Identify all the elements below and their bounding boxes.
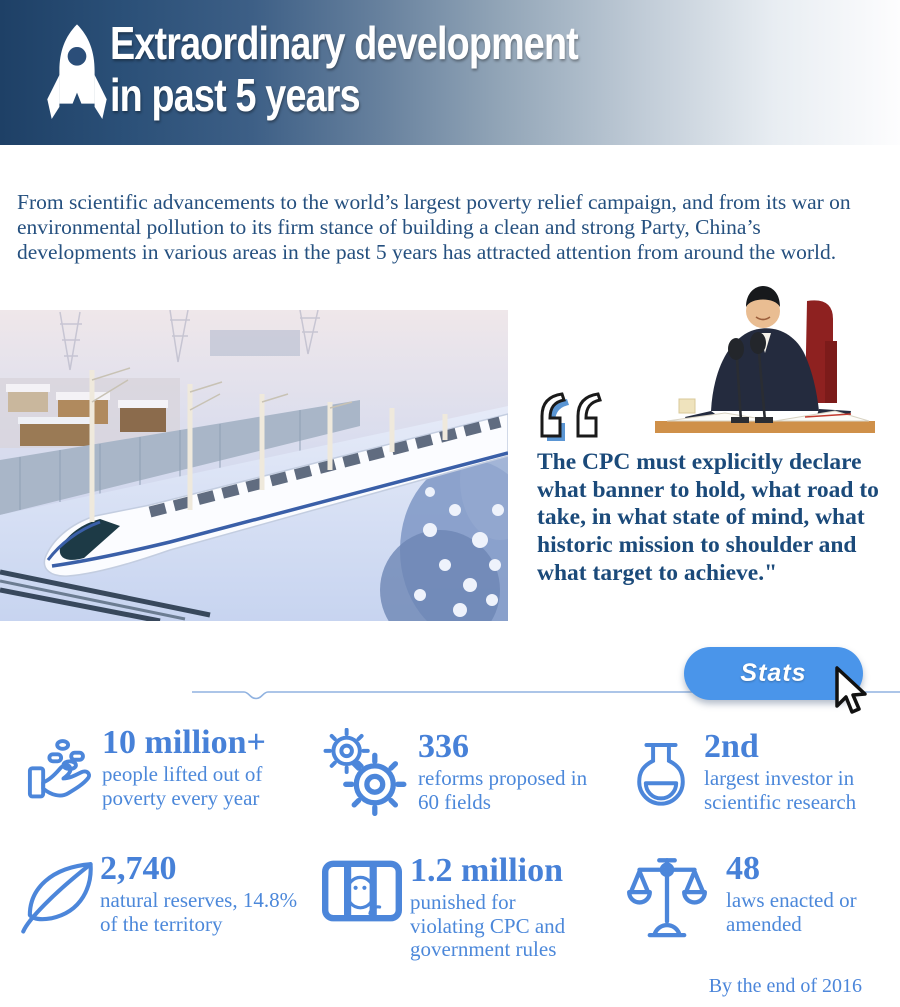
prisoner-icon bbox=[322, 860, 402, 927]
stats-button-label: Stats bbox=[740, 659, 807, 687]
gears-icon bbox=[322, 728, 410, 821]
stat-reserves bbox=[20, 852, 320, 962]
stat-poverty bbox=[24, 726, 324, 821]
stat-description: largest investor in scientific research bbox=[704, 766, 857, 814]
stat-description: laws enacted or amended bbox=[726, 888, 857, 936]
stat-value: 336 bbox=[418, 728, 469, 765]
leader-photo bbox=[655, 281, 875, 440]
stat-laws bbox=[624, 852, 898, 962]
train-photo bbox=[0, 310, 508, 621]
stat-punished bbox=[322, 854, 612, 979]
rocket-icon bbox=[44, 20, 110, 130]
header-banner bbox=[0, 0, 900, 145]
page-title-line1: Extraordinary development bbox=[110, 17, 578, 69]
stat-value: 2nd bbox=[704, 728, 759, 765]
leaf-icon bbox=[20, 856, 102, 943]
stat-value: 2,740 bbox=[100, 850, 177, 887]
stat-description: people lifted out of poverty every year bbox=[102, 762, 263, 810]
stat-description: punished for violating CPC and government rules bbox=[410, 890, 566, 962]
stat-description: natural reserves, 14.8% of the territory bbox=[100, 888, 298, 936]
leader-quote: The CPC must explicitly declare what banner to hold, what road to take, in what state of mind, what historic mission to shoulder and what target to achieve." bbox=[537, 449, 879, 586]
stat-research bbox=[628, 726, 898, 821]
mouse-cursor-icon bbox=[831, 666, 869, 716]
scales-icon bbox=[624, 854, 710, 949]
stat-value: 1.2 million bbox=[410, 852, 564, 889]
intro-paragraph: From scientific advancements to the world’s largest poverty relief campaign, and from its war on environmental pollution to its firm stance of building a clean and strong Party, China’s developments in various areas in the past 5 years has attracted attention from around the world. bbox=[17, 189, 851, 264]
quote-marks-icon bbox=[534, 386, 608, 444]
stat-value: 10 million+ bbox=[102, 724, 266, 761]
page-title-line2: in past 5 years bbox=[110, 68, 360, 121]
stat-value: 48 bbox=[726, 850, 760, 887]
page-title bbox=[110, 18, 578, 121]
hand-coins-icon bbox=[26, 732, 104, 819]
footer-note: By the end of 2016 bbox=[708, 975, 862, 997]
flask-icon bbox=[628, 728, 694, 825]
stat-reforms bbox=[322, 726, 612, 821]
stat-description: reforms proposed in 60 fields bbox=[418, 766, 588, 814]
